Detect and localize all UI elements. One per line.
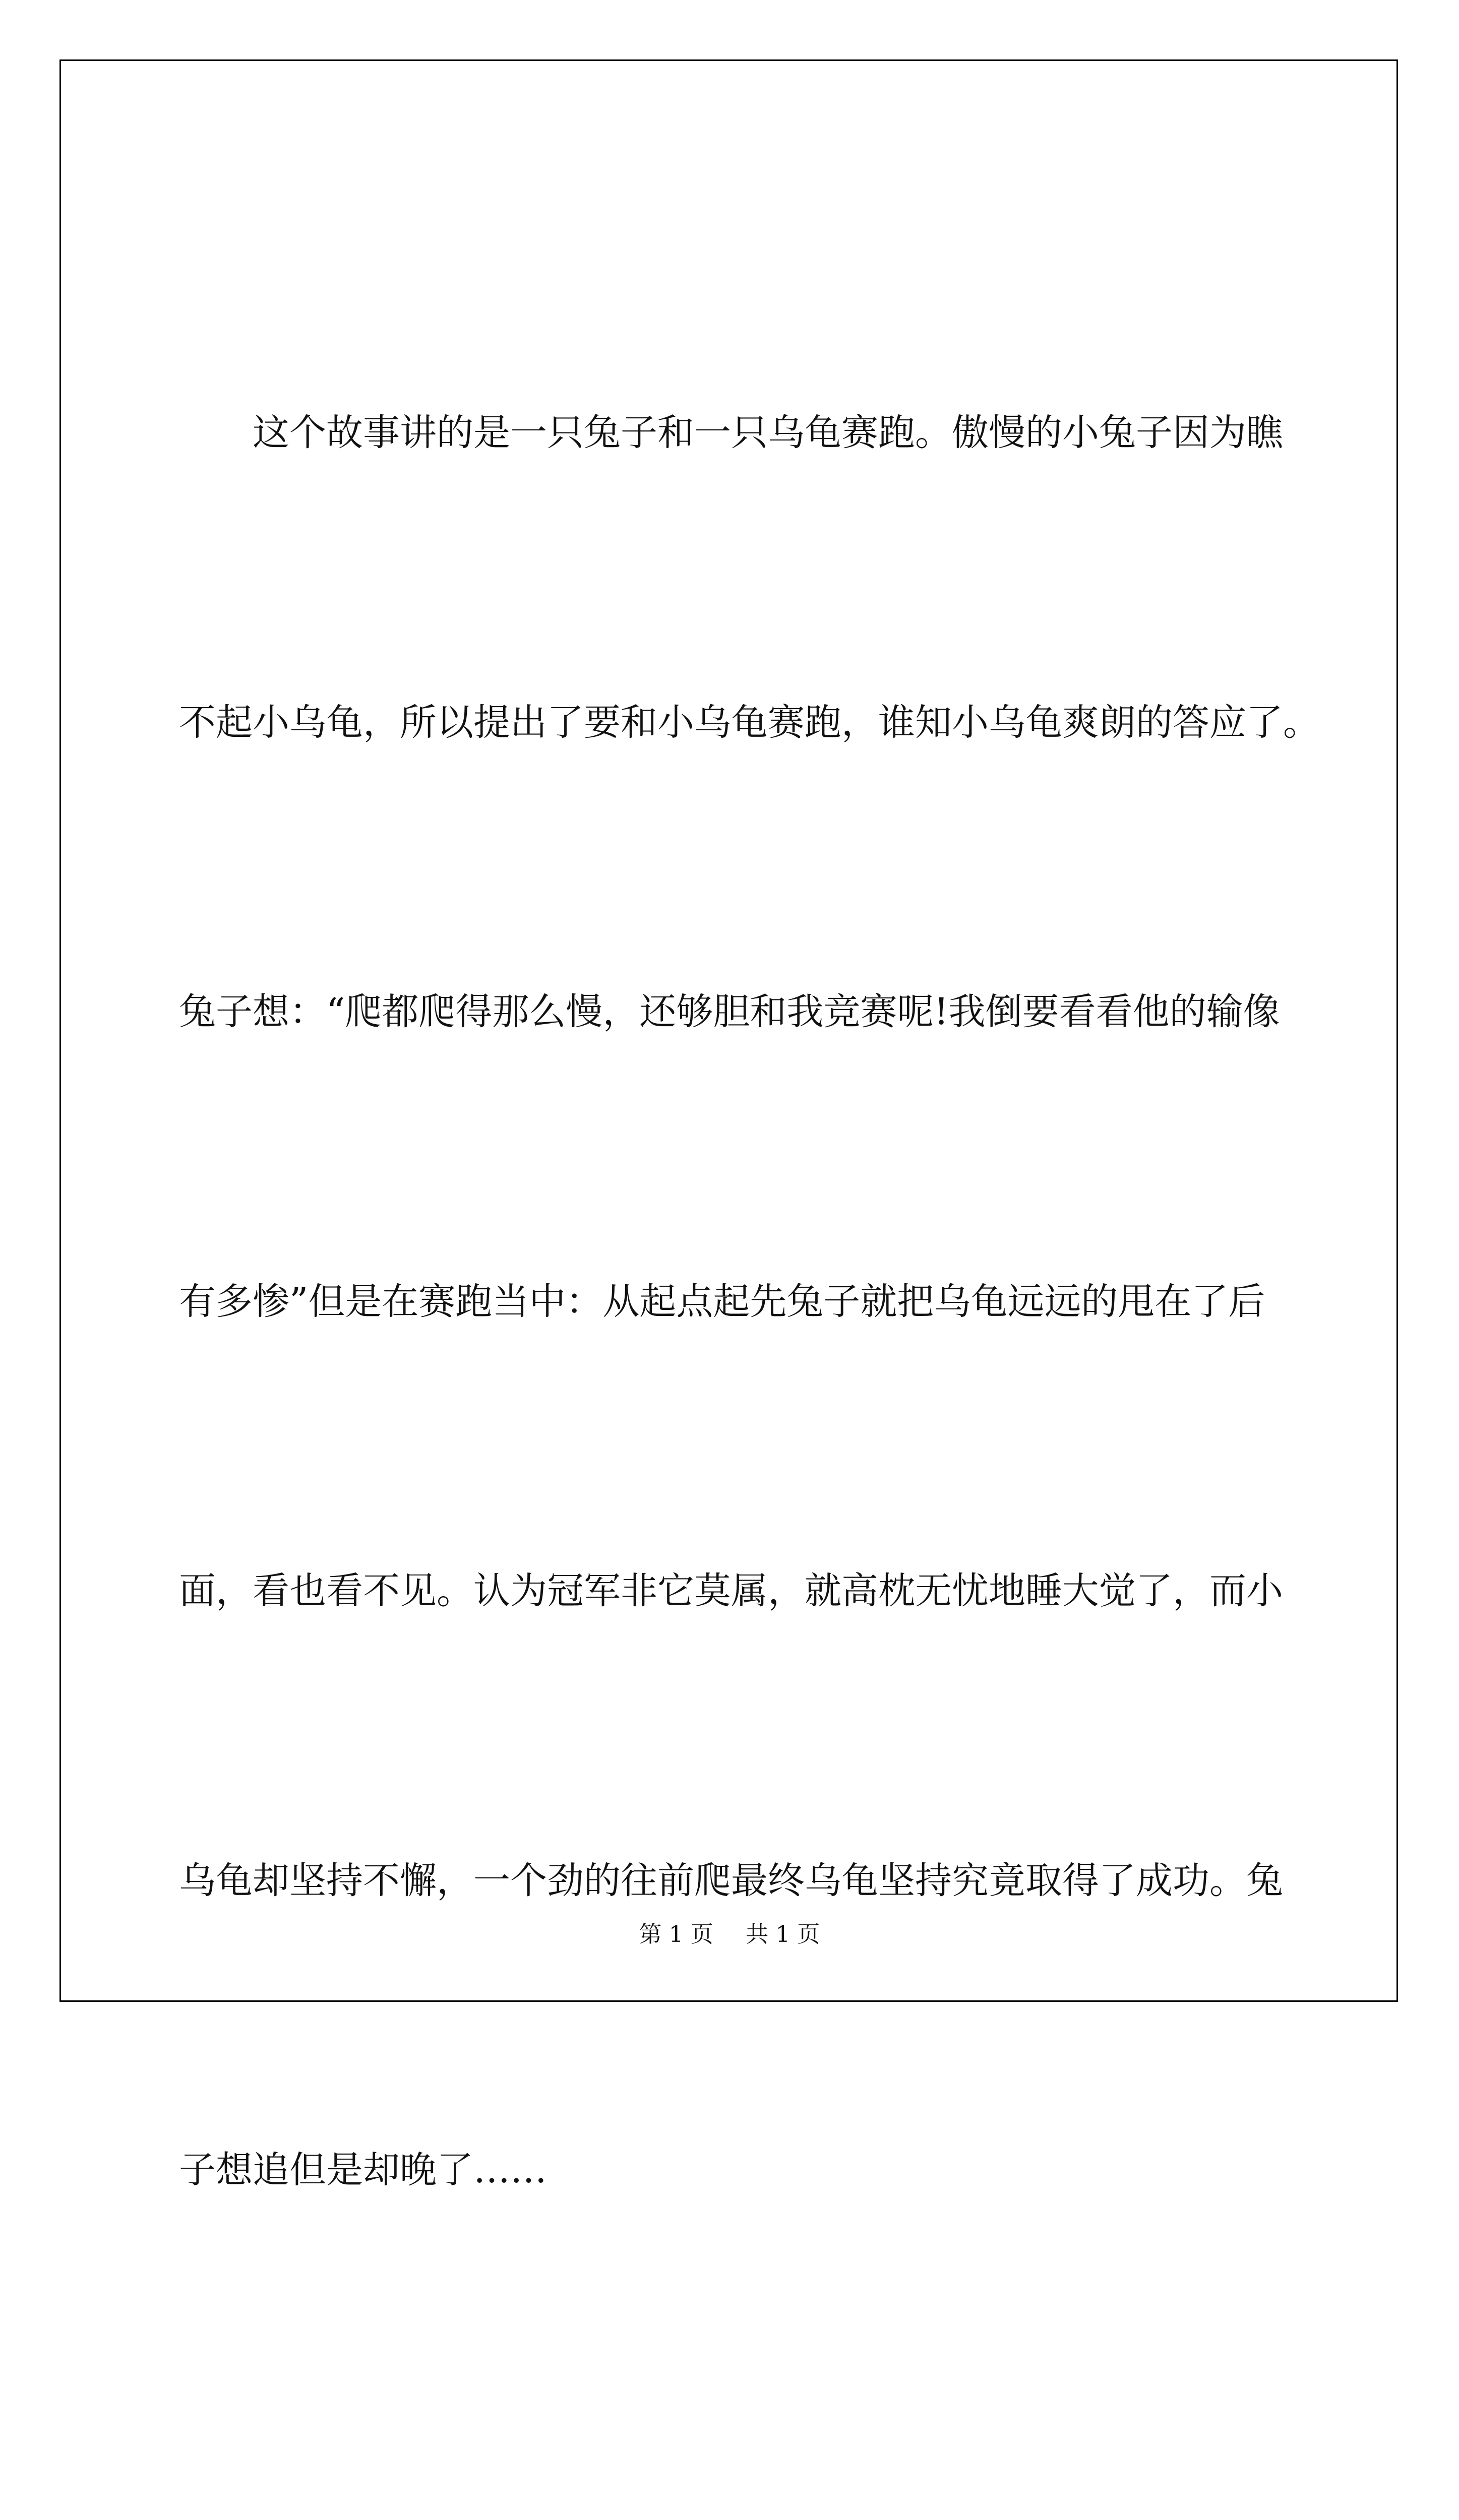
text-line: 这个故事讲的是一只兔子和一只乌龟赛跑。傲慢的小兔子因为瞧 — [179, 385, 1293, 481]
text-line: 子想追但是却晚了…… — [105, 2122, 1293, 2219]
text-line: 兔子想：“爬都爬得那么慢，还够胆和我竞赛呢!我倒要看看他的输像 — [105, 964, 1293, 1060]
page-total: 共 1 页 — [746, 1921, 820, 1947]
paragraph-1 — [179, 192, 1293, 2412]
text-line: 有多惨”但是在赛跑当中：从起点起先兔子就把乌龟远远的甩在了后 — [105, 1253, 1293, 1350]
page-number: 第 1 页 — [639, 1921, 713, 1947]
document-body — [179, 192, 1293, 2520]
text-line: 乌龟却坚持不懈，一个劲的往前爬最终乌龟坚持究竟取得了成功。兔 — [105, 1833, 1293, 1929]
paragraph-2 — [179, 2412, 1293, 2520]
page-footer — [0, 1919, 1459, 1949]
text-line: 不起小乌龟，所以提出了要和小乌龟赛跑，谁知小乌龟爽朗的答应了。 — [105, 674, 1293, 771]
text-line: 面，看也看不见。认为冠军非它莫属，就高枕无忧地睡大觉了，而小 — [105, 1543, 1293, 1640]
